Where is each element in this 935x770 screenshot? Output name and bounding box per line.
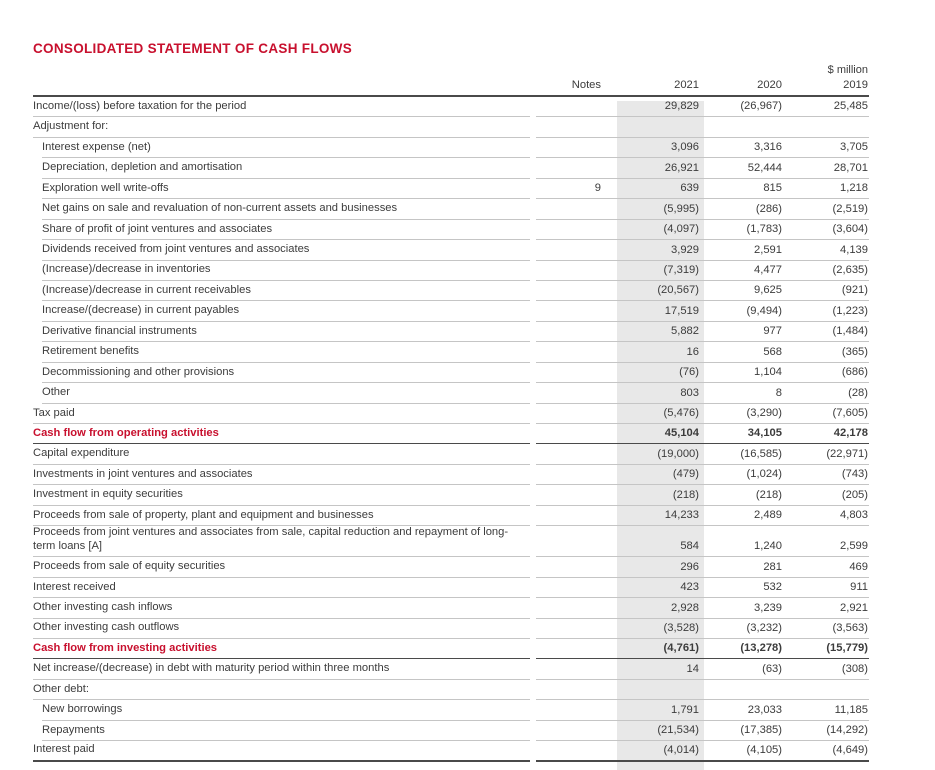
value-cell-2021: (479) xyxy=(672,468,699,481)
note-cell xyxy=(536,757,608,760)
value-cell-2019: (1,484) xyxy=(832,325,868,338)
value-cell-2019 xyxy=(785,134,869,137)
row-label: Proceeds from sale of equity securities xyxy=(33,557,530,577)
row-values xyxy=(536,281,869,301)
note-cell xyxy=(536,338,608,341)
row-values xyxy=(536,117,869,137)
row-values xyxy=(536,700,869,720)
note-cell xyxy=(536,481,608,484)
row-label: (Increase)/decrease in inventories xyxy=(42,261,530,281)
value-cell-2019: 4,139 xyxy=(840,243,868,256)
value-cell-2020: 532 xyxy=(763,581,782,594)
row-values xyxy=(536,404,869,424)
row-label: Proceeds from joint ventures and associates from sale, capital reduction and repayment of long-term loans [A] xyxy=(33,526,530,557)
row-label: Other investing cash inflows xyxy=(33,598,530,618)
table-row xyxy=(33,557,869,577)
note-cell xyxy=(536,277,608,280)
note-cell xyxy=(536,440,608,443)
table-row xyxy=(33,342,869,362)
table-row xyxy=(33,598,869,618)
table-row xyxy=(33,721,869,741)
row-values xyxy=(536,465,869,485)
value-cell-2020: 568 xyxy=(763,345,782,358)
value-cell-2021: 296 xyxy=(680,560,699,573)
value-cell-2020: (1,024) xyxy=(746,468,782,481)
row-label: Net gains on sale and revaluation of non-current assets and businesses xyxy=(42,199,530,219)
value-cell-2021: (3,528) xyxy=(663,621,699,634)
note-cell xyxy=(536,113,608,116)
value-cell-2019: 4,803 xyxy=(840,509,868,522)
note-cell xyxy=(536,655,608,658)
row-label: Investments in joint ventures and associates xyxy=(33,465,530,485)
value-cell-2020: (1,783) xyxy=(746,223,782,236)
value-cell-2021: (76) xyxy=(679,366,699,379)
value-cell-2019: (28) xyxy=(848,386,868,399)
value-cell-2019: (22,971) xyxy=(826,447,868,460)
row-values xyxy=(536,578,869,598)
row-label: Interest paid xyxy=(33,741,530,761)
value-cell-2021: 26,921 xyxy=(664,161,699,174)
value-cell-2020: 4,477 xyxy=(754,263,782,276)
row-label: Exploration well write-offs xyxy=(42,179,530,199)
table-row xyxy=(33,138,869,158)
value-cell-2020: 8 xyxy=(775,386,782,399)
row-label: Interest expense (net) xyxy=(42,138,530,158)
value-cell-2020: (9,494) xyxy=(746,304,782,317)
table-row xyxy=(33,158,869,178)
value-cell-2020: (4,105) xyxy=(746,743,782,756)
note-cell xyxy=(536,594,608,597)
row-values xyxy=(536,261,869,281)
table-row xyxy=(33,506,869,526)
table-row xyxy=(33,220,869,240)
row-label: Other debt: xyxy=(33,680,530,700)
value-cell-2021: (4,014) xyxy=(663,743,699,756)
value-cell-2019: 911 xyxy=(850,581,868,594)
table-row xyxy=(33,465,869,485)
note-cell xyxy=(536,154,608,157)
value-cell-2019: (14,292) xyxy=(826,724,868,737)
row-label: Derivative financial instruments xyxy=(42,322,530,342)
row-label: New borrowings xyxy=(42,700,530,720)
column-header-2021: 2021 xyxy=(674,79,699,91)
row-values xyxy=(536,322,869,342)
value-cell-2020: (16,585) xyxy=(740,447,782,460)
value-cell-2019: (2,635) xyxy=(832,263,868,276)
note-cell xyxy=(536,717,608,720)
row-label: Net increase/(decrease) in debt with maturity period within three months xyxy=(33,659,530,679)
table-row xyxy=(33,424,869,444)
statement-content xyxy=(33,42,869,762)
value-cell-2020: 3,239 xyxy=(754,601,782,614)
value-cell-2021: 803 xyxy=(680,386,699,399)
note-cell xyxy=(536,297,608,300)
value-cell-2019: (7,605) xyxy=(832,407,868,419)
note-cell: 9 xyxy=(594,182,601,195)
row-values xyxy=(536,220,869,240)
row-values xyxy=(536,179,869,199)
value-cell-2021: 5,882 xyxy=(671,325,699,338)
value-cell-2020: (286) xyxy=(755,202,782,215)
row-values xyxy=(536,557,869,577)
value-cell-2020: 23,033 xyxy=(747,703,782,716)
note-cell xyxy=(536,359,608,362)
table-row xyxy=(33,179,869,199)
note-cell xyxy=(536,522,608,525)
value-cell-2021 xyxy=(608,134,704,137)
value-cell-2021: 14 xyxy=(686,662,699,675)
table-row xyxy=(33,301,869,321)
value-cell-2020: (218) xyxy=(755,488,782,501)
value-cell-2020 xyxy=(704,134,785,137)
note-cell xyxy=(536,400,608,403)
table-row xyxy=(33,117,869,137)
value-cell-2021: 3,096 xyxy=(671,141,699,154)
column-header-2019: 2019 xyxy=(843,79,868,91)
row-values xyxy=(536,526,869,557)
table-row xyxy=(33,741,869,761)
value-cell-2021: 1,791 xyxy=(671,703,699,716)
row-label: Other investing cash outflows xyxy=(33,619,530,639)
value-cell-2021: (4,761) xyxy=(663,642,699,655)
row-values xyxy=(536,619,869,639)
table-row xyxy=(33,261,869,281)
value-cell-2020: 34,105 xyxy=(747,427,782,440)
note-cell xyxy=(536,635,608,638)
table-row xyxy=(33,404,869,424)
note-cell xyxy=(536,420,608,423)
row-label: Depreciation, depletion and amortisation xyxy=(42,158,530,178)
value-cell-2021: (21,534) xyxy=(657,724,699,737)
value-cell-2021: 16 xyxy=(686,345,699,358)
note-cell xyxy=(536,257,608,260)
value-cell-2020: 3,316 xyxy=(754,141,782,154)
value-cell-2020: 2,489 xyxy=(754,509,782,522)
value-cell-2019: (205) xyxy=(841,488,868,501)
value-cell-2020: (26,967) xyxy=(740,100,782,113)
value-cell-2019: 469 xyxy=(849,560,868,573)
row-label: Income/(loss) before taxation for the period xyxy=(33,97,530,117)
row-values xyxy=(536,383,869,403)
table-row xyxy=(33,281,869,301)
value-cell-2019: (15,779) xyxy=(826,642,868,655)
value-cell-2019: 28,701 xyxy=(833,161,868,174)
value-cell-2019: (365) xyxy=(841,345,868,358)
row-values xyxy=(536,741,869,761)
row-values xyxy=(536,158,869,178)
value-cell-2020: 977 xyxy=(763,325,782,338)
table-header-row xyxy=(33,79,869,97)
column-header-notes: Notes xyxy=(571,79,601,91)
value-cell-2019 xyxy=(785,696,869,699)
value-cell-2019: (743) xyxy=(841,468,868,481)
value-cell-2019: (921) xyxy=(841,284,868,297)
value-cell-2020: (13,278) xyxy=(740,642,782,655)
value-cell-2020: (63) xyxy=(762,662,782,675)
row-label: Interest received xyxy=(33,578,530,598)
note-cell xyxy=(536,737,608,740)
value-cell-2019: (2,519) xyxy=(832,202,868,215)
note-cell xyxy=(536,615,608,618)
value-cell-2019: (4,649) xyxy=(832,743,868,756)
row-values xyxy=(536,680,869,700)
header-spacer xyxy=(33,79,530,95)
row-values xyxy=(536,424,869,444)
note-cell xyxy=(536,574,608,577)
row-values xyxy=(536,342,869,362)
value-cell-2021: 2,928 xyxy=(671,601,699,614)
table-row xyxy=(33,485,869,505)
row-label: Dividends received from joint ventures and associates xyxy=(42,240,530,260)
table-row xyxy=(33,240,869,260)
row-values xyxy=(536,363,869,383)
value-cell-2020: (3,232) xyxy=(746,621,782,634)
value-cell-2021: (4,097) xyxy=(663,223,699,236)
value-cell-2021: 17,519 xyxy=(664,304,699,317)
row-values xyxy=(536,199,869,219)
table-row xyxy=(33,578,869,598)
value-cell-2021: (218) xyxy=(672,488,699,501)
value-cell-2020: (3,290) xyxy=(746,407,782,419)
table-row xyxy=(33,619,869,639)
row-values xyxy=(536,659,869,679)
row-label: Decommissioning and other provisions xyxy=(42,363,530,383)
value-cell-2021: (7,319) xyxy=(663,263,699,276)
value-cell-2020: 52,444 xyxy=(747,161,782,174)
note-cell xyxy=(536,236,608,239)
row-label: Proceeds from sale of property, plant and equipment and businesses xyxy=(33,506,530,526)
row-label: Tax paid xyxy=(33,404,530,424)
row-values xyxy=(536,721,869,741)
row-label: Share of profit of joint ventures and associates xyxy=(42,220,530,240)
value-cell-2021: 14,233 xyxy=(664,509,699,522)
table-row xyxy=(33,444,869,464)
table-row xyxy=(33,680,869,700)
table-row xyxy=(33,700,869,720)
header-columns xyxy=(536,79,869,95)
value-cell-2020: 1,104 xyxy=(754,366,782,379)
value-cell-2021: (5,476) xyxy=(663,407,699,419)
table-body xyxy=(33,97,869,762)
value-cell-2020: 2,591 xyxy=(754,243,782,256)
row-values xyxy=(536,506,869,526)
value-cell-2019: (3,563) xyxy=(832,621,868,634)
table-row xyxy=(33,363,869,383)
value-cell-2019: 11,185 xyxy=(834,703,868,716)
note-cell xyxy=(536,553,608,556)
table-row xyxy=(33,659,869,679)
row-values xyxy=(536,444,869,464)
table-row xyxy=(33,322,869,342)
value-cell-2021: 584 xyxy=(680,540,699,553)
row-label: Other xyxy=(42,383,530,403)
value-cell-2021: 423 xyxy=(680,581,699,594)
note-cell xyxy=(536,676,608,679)
row-values xyxy=(536,301,869,321)
value-cell-2019: 2,599 xyxy=(840,540,868,553)
note-cell xyxy=(536,134,608,137)
row-values xyxy=(536,97,869,117)
value-cell-2021: 3,929 xyxy=(671,243,699,256)
value-cell-2021: (5,995) xyxy=(663,202,699,215)
row-label: Increase/(decrease) in current payables xyxy=(42,301,530,321)
row-label: Cash flow from investing activities xyxy=(33,639,530,659)
row-values xyxy=(536,485,869,505)
value-cell-2020: 9,625 xyxy=(754,284,782,297)
row-values xyxy=(536,639,869,659)
unit-label: $ million xyxy=(827,64,868,76)
value-cell-2020: 815 xyxy=(763,182,782,195)
value-cell-2021: (19,000) xyxy=(657,447,699,460)
value-cell-2019: 42,178 xyxy=(833,427,868,440)
value-cell-2019: (686) xyxy=(841,366,868,379)
value-cell-2020: (17,385) xyxy=(740,724,782,737)
page-title: CONSOLIDATED STATEMENT OF CASH FLOWS xyxy=(33,41,353,56)
value-cell-2021 xyxy=(608,696,704,699)
value-cell-2021: 29,829 xyxy=(664,100,699,113)
note-cell xyxy=(536,379,608,382)
value-cell-2019: 2,921 xyxy=(840,601,868,614)
value-cell-2020 xyxy=(704,696,785,699)
table-row xyxy=(33,97,869,117)
note-cell xyxy=(536,216,608,219)
note-cell xyxy=(536,318,608,321)
row-values xyxy=(536,138,869,158)
table-row xyxy=(33,383,869,403)
value-cell-2021: (20,567) xyxy=(657,284,699,297)
row-label: Retirement benefits xyxy=(42,342,530,362)
value-cell-2021: 639 xyxy=(680,182,699,195)
column-header-2020: 2020 xyxy=(757,79,782,91)
row-values xyxy=(536,598,869,618)
note-cell xyxy=(536,175,608,178)
row-label: Adjustment for: xyxy=(33,117,530,137)
value-cell-2019: 1,218 xyxy=(840,182,868,195)
row-values xyxy=(536,240,869,260)
note-cell xyxy=(536,696,608,699)
row-label: Capital expenditure xyxy=(33,444,530,464)
value-cell-2019: (308) xyxy=(841,662,868,675)
value-cell-2019: (3,604) xyxy=(832,223,868,236)
note-cell xyxy=(536,502,608,505)
table-row xyxy=(33,526,869,557)
row-label: Cash flow from operating activities xyxy=(33,424,530,444)
row-label: Repayments xyxy=(42,721,530,741)
value-cell-2019: (1,223) xyxy=(832,304,868,317)
value-cell-2019: 25,485 xyxy=(833,100,868,113)
value-cell-2020: 1,240 xyxy=(754,540,782,553)
table-row xyxy=(33,639,869,659)
value-cell-2021: 45,104 xyxy=(664,427,699,440)
row-label: Investment in equity securities xyxy=(33,485,530,505)
note-cell xyxy=(536,461,608,464)
value-cell-2019: 3,705 xyxy=(840,141,868,154)
table-row xyxy=(33,199,869,219)
row-label: (Increase)/decrease in current receivables xyxy=(42,281,530,301)
value-cell-2020: 281 xyxy=(763,560,782,573)
